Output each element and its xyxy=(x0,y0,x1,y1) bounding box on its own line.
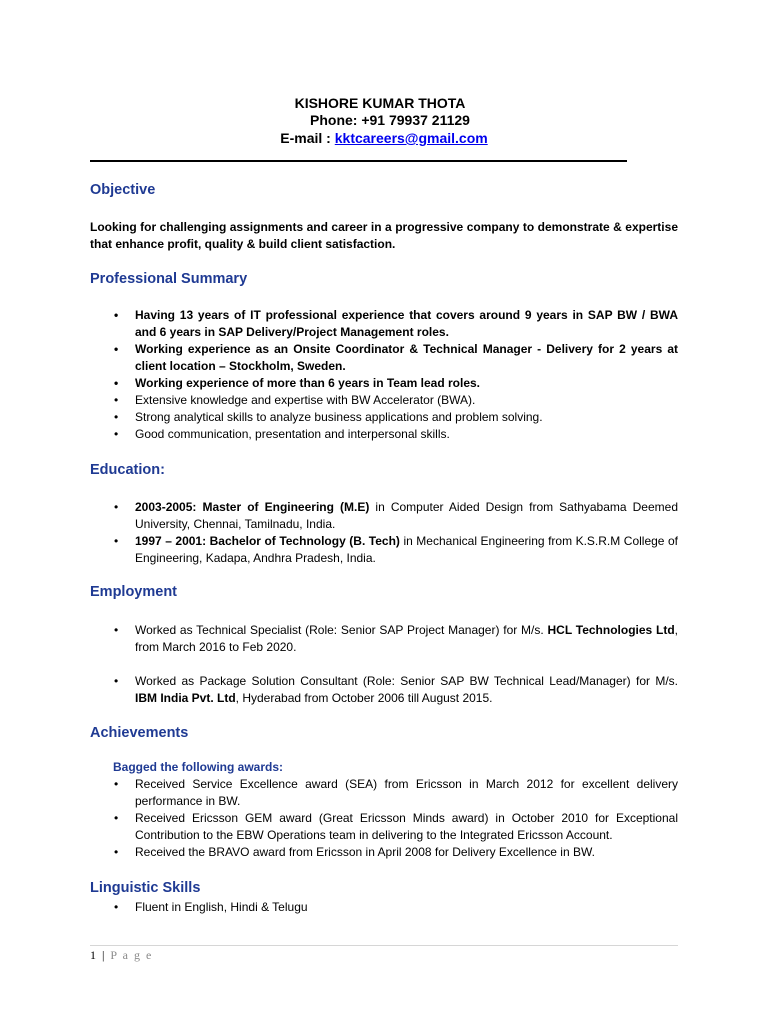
objective-text: Looking for challenging assignments and career in a progressive company to demonstrate & expertise that enhance profit, quality & build client satisfaction. xyxy=(90,220,678,251)
footer-separator: | xyxy=(97,948,111,962)
list-item: • Worked as Package Solution Consultant (Role: Senior SAP BW Technical Lead/Manager) for M/s. IBM India Pvt. Ltd, Hyderabad from October 2006 till August 2015. xyxy=(114,674,678,705)
email-line xyxy=(0,129,768,148)
bullet-icon: • xyxy=(114,376,119,390)
bullet-icon: • xyxy=(114,674,119,688)
bullet-icon: • xyxy=(114,308,119,322)
page-label: P a g e xyxy=(110,948,153,962)
bullet-icon: • xyxy=(114,777,119,791)
email-link[interactable]: kktcareers@gmail.com xyxy=(334,130,488,146)
languages-heading: Linguistic Skills xyxy=(90,880,201,896)
languages-list xyxy=(90,899,678,916)
list-item: • 2003-2005: Master of Engineering (M.E) in Computer Aided Design from Sathyabama Deemed University, Chennai, Tamilnadu, India. xyxy=(114,500,678,531)
bullet-icon: • xyxy=(114,534,119,548)
bullet-icon: • xyxy=(114,845,119,859)
bullet-icon: • xyxy=(114,500,119,514)
list-item: • Received Ericsson GEM award (Great Ericsson Minds award) in October 2010 for Exceptional Contribution to the EBW Operations team in delivering to the Integrated Ericsson Account. xyxy=(114,811,678,842)
list-item: • Fluent in English, Hindi & Telugu xyxy=(114,900,308,914)
page-footer xyxy=(90,948,153,963)
list-item: • Working experience as an Onsite Coordinator & Technical Manager - Delivery for 2 years at client location – Stockholm, Sweden. xyxy=(114,342,678,373)
employment-list xyxy=(90,622,678,707)
bullet-icon: • xyxy=(114,342,119,356)
bullet-icon: • xyxy=(114,811,119,825)
bullet-icon: • xyxy=(114,900,119,914)
list-item: • Worked as Technical Specialist (Role: Senior SAP Project Manager) for M/s. HCL Technologies Ltd, from March 2016 to Feb 2020. xyxy=(114,623,678,654)
list-item: • Working experience of more than 6 years in Team lead roles. xyxy=(114,376,481,390)
bullet-icon: • xyxy=(114,427,119,441)
page-number: 1 xyxy=(90,948,98,962)
header-divider xyxy=(90,160,627,162)
summary-heading: Professional Summary xyxy=(90,271,248,287)
education-heading: Education: xyxy=(90,462,165,478)
candidate-name: KISHORE KUMAR THOTA xyxy=(294,95,466,111)
list-item: • Having 13 years of IT professional experience that covers around 9 years in SAP BW / BWA and 6 years in SAP Delivery/Project Management roles. xyxy=(114,308,678,339)
education-list xyxy=(90,499,678,567)
phone-number: Phone: +91 79937 21129 xyxy=(310,112,470,128)
achievements-list xyxy=(90,776,678,861)
objective-heading: Objective xyxy=(90,182,156,198)
list-item: • 1997 – 2001: Bachelor of Technology (B. Tech) in Mechanical Engineering from K.S.R.M College of Engineering, Kadapa, Andhra Pradesh, India. xyxy=(114,534,679,565)
list-item: • Extensive knowledge and expertise with BW Accelerator (BWA). xyxy=(114,393,476,407)
bullet-icon: • xyxy=(114,410,119,424)
achievements-heading: Achievements xyxy=(90,725,189,741)
bullet-icon: • xyxy=(114,393,119,407)
achievements-subtitle: Bagged the following awards: xyxy=(113,760,284,774)
email-label: E-mail : xyxy=(280,130,335,146)
list-item: • Good communication, presentation and interpersonal skills. xyxy=(114,427,450,441)
employment-heading: Employment xyxy=(90,584,178,600)
list-item: • Received Service Excellence award (SEA) from Ericsson in March 2012 for excellent delivery performance in BW. xyxy=(114,777,678,808)
list-item: • Strong analytical skills to analyze business applications and problem solving. xyxy=(114,410,543,424)
list-item: • Received the BRAVO award from Ericsson in April 2008 for Delivery Excellence in BW. xyxy=(114,845,595,859)
footer-divider xyxy=(90,945,678,946)
bullet-icon: • xyxy=(114,623,119,637)
summary-list xyxy=(90,307,678,443)
